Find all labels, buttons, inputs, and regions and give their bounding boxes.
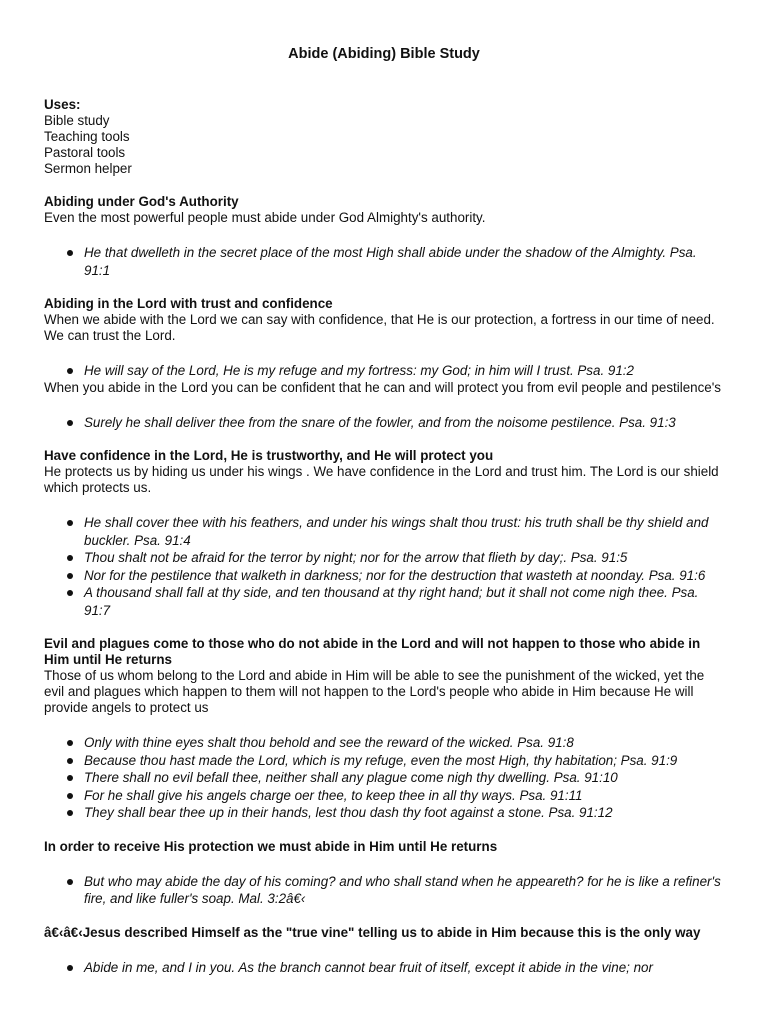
verse-item: Thou shalt not be afraid for the terror by night; nor for the arrow that flieth by day;. Psa. 91:5 [44, 549, 724, 567]
verse-item: Nor for the pestilence that walketh in darkness; nor for the destruction that wasteth at noonday. Psa. 91:6 [44, 567, 724, 585]
section-heading: Evil and plagues come to those who do not abide in the Lord and will not happen to those who abide in Him until He returns [44, 636, 701, 667]
verse-list [44, 414, 724, 432]
section-heading: Have confidence in the Lord, He is trustworthy, and He will protect you [44, 448, 494, 463]
section-evil-plagues [44, 636, 724, 822]
verse-item: Surely he shall deliver thee from the snare of the fowler, and from the noisome pestilence. Psa. 91:3 [44, 414, 724, 432]
uses-item: Bible study [44, 113, 110, 128]
verse-item: Abide in me, and I in you. As the branch cannot bear fruit of itself, except it abide in the vine; nor [44, 959, 724, 977]
verse-item: There shall no evil befall thee, neither shall any plague come nigh thy dwelling. Psa. 91:10 [44, 769, 724, 787]
verse-list [44, 514, 724, 619]
uses-item: Pastoral tools [44, 145, 126, 160]
verse-list [44, 734, 724, 822]
section-heading: â€‹â€‹Jesus described Himself as the "true vine" telling us to abide in Him because this is the only way [44, 924, 701, 940]
verse-item: Because thou hast made the Lord, which is my refuge, even the most High, thy habitation; Psa. 91:9 [44, 752, 724, 770]
section-heading: Abiding under God's Authority [44, 194, 239, 209]
uses-item: Teaching tools [44, 129, 130, 144]
verse-list [44, 362, 724, 380]
section-text: When you abide in the Lord you can be confident that he can and will protect you from evil people and pestilence's [44, 379, 721, 395]
verse-list [44, 873, 724, 908]
verse-item: For he shall give his angels charge oer thee, to keep thee in all thy ways. Psa. 91:11 [44, 787, 724, 805]
section-text: Even the most powerful people must abide under God Almighty's authority. [44, 210, 486, 225]
section-text: When we abide with the Lord we can say with confidence, that He is our protection, a fortress in our time of need. We can trust the Lord. [44, 312, 715, 343]
verse-list [44, 244, 724, 279]
verse-item: They shall bear thee up in their hands, lest thou dash thy foot against a stone. Psa. 91:12 [44, 804, 724, 822]
verse-item: He that dwelleth in the secret place of the most High shall abide under the shadow of the Almighty. Psa. 91:1 [44, 244, 724, 279]
verse-item: He will say of the Lord, He is my refuge and my fortress: my God; in him will I trust. Psa. 91:2 [44, 362, 724, 380]
section-text: He protects us by hiding us under his wings . We have confidence in the Lord and trust him. The Lord is our shield which protects us. [44, 464, 719, 495]
uses-item: Sermon helper [44, 161, 132, 176]
uses-block [44, 97, 724, 177]
section-heading: In order to receive His protection we must abide in Him until He returns [44, 838, 498, 854]
verse-item: But who may abide the day of his coming? and who shall stand when he appeareth? for he is like a refiner's fire, and like fuller's soap. Mal. 3:2â€‹ [44, 873, 724, 908]
section-text: Those of us whom belong to the Lord and abide in Him will be able to see the punishment of the wicked, yet the evil and plagues which happen to them will not happen to the Lord's people who abide in Him because He will provide angels to protect us [44, 668, 705, 715]
verse-list [44, 959, 724, 977]
section-true-vine [44, 925, 724, 977]
section-heading: Abiding in the Lord with trust and confidence [44, 296, 333, 311]
uses-heading: Uses: [44, 97, 81, 112]
verse-item: He shall cover thee with his feathers, and under his wings shalt thou trust: his truth shall be thy shield and buckler. Psa. 91:4 [44, 514, 724, 549]
verse-item: Only with thine eyes shalt thou behold and see the reward of the wicked. Psa. 91:8 [44, 734, 724, 752]
verse-item: A thousand shall fall at thy side, and ten thousand at thy right hand; but it shall not come nigh thee. Psa. 91:7 [44, 584, 724, 619]
section-protection [44, 839, 724, 908]
section-trust [44, 296, 724, 431]
section-authority [44, 194, 724, 279]
document-body [44, 97, 724, 976]
section-confidence [44, 448, 724, 619]
document-title: Abide (Abiding) Bible Study [288, 46, 480, 62]
